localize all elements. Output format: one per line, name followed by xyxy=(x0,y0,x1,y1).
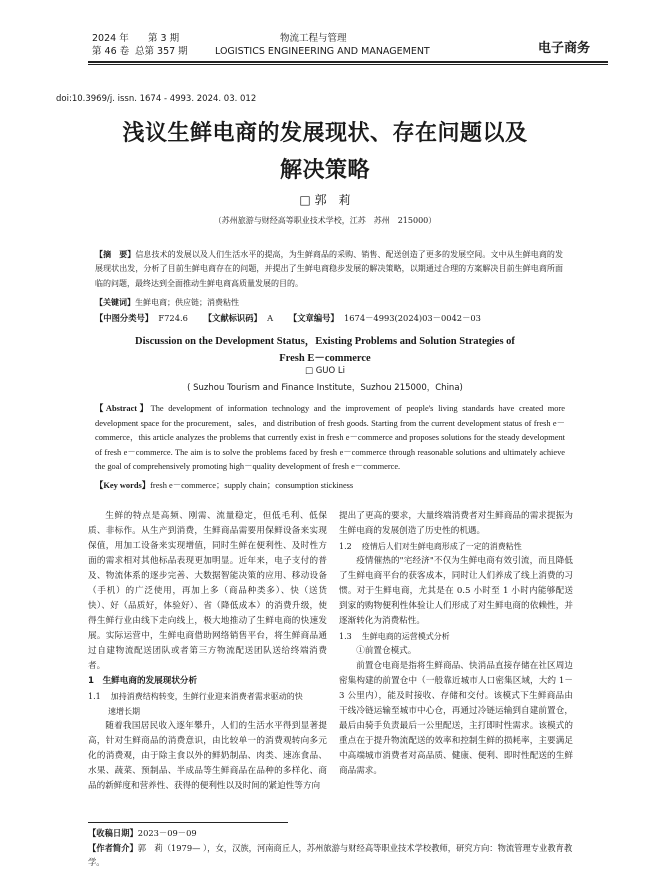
subsection-title: 加持消费结构转变，生鲜行业迎来消费者需求驱动的快 xyxy=(110,692,303,701)
body-paragraph: 生鲜的特点是高频、刚需、流量稳定，但低毛利、低保质、非标作。从生产到消费，生鲜商品需要用保鲜设备来实现保值，用加工设备来实现增值，同时生鲜在便利性、及时性方面的需求相对其他标品表现更加明显。近年来，电子支付的普及、物流体系的逐步完善、大数据智能决策的应用、移动设备（手机）的广泛使用，再加上多（商品种类多）、快（送货快）、好（品质好，体验好）、省（降低成本）的消费升级，使得生鲜行业由线下走向线上，极大地推动了生鲜电商的快速发展。实际运营中，生鲜电商借助网络销售平台，将生鲜商品通过自建物流配送团队或者第三方物流配送团队送给终端消费者。 xyxy=(88,511,327,671)
header-rule-thick xyxy=(88,61,608,63)
body-paragraph: 随着我国居民收入逐年攀升，人们的生活水平得到显著提高，针对生鲜商品的消费意识，由比较单一的消费观转向多元化的消费观，由于除主食以外的鲜奶制品、肉类、速冻食品、水果、蔬菜、预制品、半成品等生鲜商品在品种的多样化、商品的新鲜度和营养性、获得的便利性以及时间的紧迫性等方向 xyxy=(88,721,327,791)
journal-name-en: LOGISTICS ENGINEERING AND MANAGEMENT xyxy=(215,46,430,57)
author-en: □ GUO Li xyxy=(304,366,346,376)
subsection-number: 1.1 xyxy=(88,692,101,701)
doi: doi:10.3969/j. issn. 1674 - 4993. 2024. 03. 012 xyxy=(56,94,257,104)
abstract-cn-label: 【摘 要】 xyxy=(95,249,136,259)
title-cn-line2: 解决策略 xyxy=(279,157,370,183)
author-info-label: 【作者简介】 xyxy=(88,843,138,853)
article-no-value: 1674－4993(2024)03－0042－03 xyxy=(344,313,481,323)
header-volume: 第 46 卷 xyxy=(92,46,130,57)
keywords-en-label: 【Key words】 xyxy=(95,481,151,490)
body-paragraph: 前置仓电商是指将生鲜商品、快消品直接存储在社区周边密集构建的前置仓中（一般靠近城市人口密集区域，大约 1－3 公里内），能及时接收、存储和交付。该模式下生鲜商品由干线冷链运输至城市中心仓，再通过冷链运输到自建前置仓，最后由骑手负责最后一公里配送，主打即时性需求。该模式的重点在于提升物流配送的效率和控制生鲜的损耗率，主要满足中高端城市消费者对高品质、健康、便利、即时性配送的生鲜商品需求。 xyxy=(339,661,573,776)
footer-received xyxy=(88,826,197,840)
affiliation-en: ( Suzhou Tourism and Finance Institute，Suzhou 215000，China) xyxy=(187,383,463,393)
keywords-en-text: fresh e－commerce；supply chain；consumption stickiness xyxy=(150,481,354,490)
subsection-number: 1.2 xyxy=(339,542,352,551)
doc-code-label: 【文献标识码】 xyxy=(203,313,262,323)
subsection-number: 1.3 xyxy=(339,632,352,641)
title-en-line1: Discussion on the Development Status，Existing Problems and Solution Strategies of xyxy=(135,336,515,347)
subsection-title: 生鲜电商的运营模式分析 xyxy=(361,632,450,641)
subsection-heading-continued: 速增长期 xyxy=(108,707,140,716)
keywords-cn-label: 【关键词】 xyxy=(95,297,135,307)
subsection-title: 疫情后人们对生鲜电商形成了一定的消费粘性 xyxy=(361,542,522,551)
doc-code-value: A xyxy=(267,313,274,323)
footer-rule xyxy=(88,822,288,823)
abstract-en-text: The development of information technology and the improvement of people's living standards have created more development space for the procurement，sales，and distribution of fresh goods. Starting from the current development status of fresh e－commerce，this article analyzes the problems that currently exist in fresh e－commerce and proposes solutions for the steady development of fresh e－commerce. The aim is to solve the problems faced by fresh e－commerce through reasonable solutions and ultimately achieve the goal of comprehensively promoting high－quality development of fresh e－commerce. xyxy=(95,404,566,472)
received-date: 2023－09－09 xyxy=(137,828,197,838)
received-label: 【收稿日期】 xyxy=(88,828,138,838)
journal-name-cn: 物流工程与管理 xyxy=(280,33,347,44)
header-rule-thin xyxy=(88,64,608,65)
section-heading: 1 生鲜电商的发展现状分析 xyxy=(88,676,198,686)
body-paragraph: 疫情催热的"宅经济"不仅为生鲜电商有效引流，而且降低了生鲜电商平台的获客成本，同时让人们养成了线上消费的习惯。对于生鲜电商，尤其是在 0.5 小时至 1 小时内能够配送到家的购物便利性体验让人们形成了对生鲜电商的依赖性，并逐渐转化为消费粘性。 xyxy=(339,556,573,626)
abstract-en xyxy=(95,402,565,475)
body-paragraph: ①前置仓模式。 xyxy=(356,646,417,656)
header-year: 2024 年 xyxy=(92,33,129,44)
subsection-heading xyxy=(339,629,573,644)
section-label: 电子商务 xyxy=(538,41,591,56)
subsection-heading xyxy=(339,539,573,554)
abstract-en-label: 【Abstract】 xyxy=(95,404,151,413)
clc-value: F724.6 xyxy=(158,313,188,323)
article-no-label: 【文章编号】 xyxy=(288,313,339,323)
author-info-text: 郭 莉（1979— ），女，汉族，河南商丘人，苏州旅游与财经高等职业技术学校教师，研究方向：物流管理专业教育教学。 xyxy=(88,843,573,867)
affiliation-cn: （苏州旅游与财经高等职业技术学校，江苏 苏州 215000） xyxy=(213,216,437,225)
keywords-en xyxy=(95,479,565,493)
body-right-column xyxy=(339,509,573,779)
keywords-cn xyxy=(95,295,563,310)
body-left-column xyxy=(88,509,327,794)
author-cn: □ 郭 莉 xyxy=(299,193,351,207)
header-total: 总第 357 期 xyxy=(135,46,188,57)
header-issue: 第 3 期 xyxy=(148,33,180,44)
clc-label: 【中图分类号】 xyxy=(95,313,154,323)
abstract-cn-text: 信息技术的发展以及人们生活水平的提高，为生鲜商品的采购、销售、配送创造了更多的发展空间。文中从生鲜电商的发展现状出发，分析了目前生鲜电商存在的问题，并提出了生鲜电商稳步发展的解决策略，以期通过合理的方案解决目前生鲜电商所面临的问题，最终达到全面推动生鲜电商高质量发展的目的。 xyxy=(95,250,564,288)
keywords-cn-text: 生鲜电商；供应链；消费粘性 xyxy=(135,298,239,307)
subsection-heading xyxy=(88,689,327,704)
body-paragraph: 提出了更高的要求，大量终端消费者对生鲜商品的需求提振为生鲜电商的发展创造了历史性的机遇。 xyxy=(339,511,573,536)
title-en-line2: Fresh E－commerce xyxy=(279,353,371,364)
footer-author-info xyxy=(88,841,578,869)
abstract-cn xyxy=(95,247,563,291)
title-cn-line1: 浅议生鲜电商的发展现状、存在问题以及 xyxy=(122,120,528,146)
classification-row xyxy=(95,311,575,325)
